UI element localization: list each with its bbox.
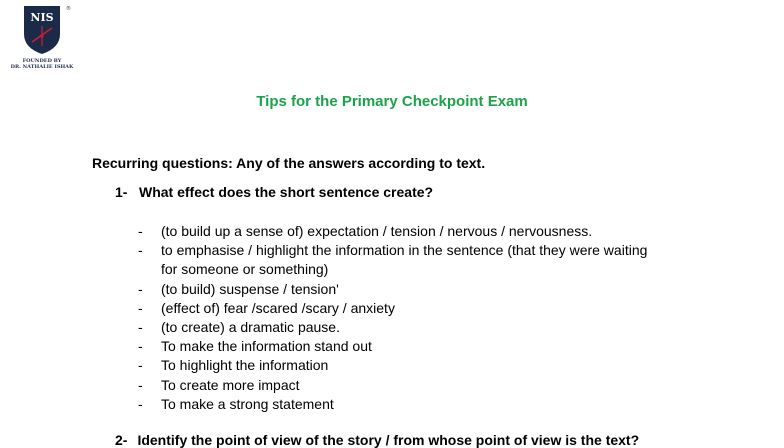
question-1-number: 1- [115,184,128,200]
list-dash: - [138,376,143,393]
logo-founded-line2: DR. NATHALIE ISHAK [10,64,74,70]
answer-text: To highlight the information [161,357,329,374]
answer-text: to emphasise / highlight the information in the sentence (that they were waiting for someone or something) [161,242,648,278]
answer-text: (to build up a sense of) expectation / tension / nervous / nervousness. [161,223,593,239]
question-2-text: Identify the point of view of the story / from whose point of view is the text? [137,432,640,448]
answer-text: (to create) a dramatic pause. [161,319,340,336]
question-2 [115,432,639,448]
answer-text: (effect of) fear /scared /scary / anxiety [161,299,395,316]
list-dash: - [138,223,143,239]
answer-text: To create more impact [161,376,300,393]
logo-founded-text [10,58,74,70]
list-dash: - [138,242,143,259]
answer-item [0,318,661,337]
question-1-text: What effect does the short sentence create? [139,184,434,200]
answer-text: To make a strong statement [161,395,334,412]
school-logo [10,4,74,74]
list-dash: - [138,319,143,336]
list-dash: - [138,280,143,297]
answer-text: (to build) suspense / tension' [161,280,339,297]
logo-initials: NIS [30,11,54,24]
answer-item [0,299,661,318]
answer-item [0,395,661,414]
shield-emblem-icon [10,4,74,56]
logo-founded-line1: FOUNDED BY [22,58,62,64]
document-title: Tips for the Primary Checkpoint Exam [256,93,528,110]
list-dash: - [138,395,143,412]
list-dash: - [138,357,143,374]
list-dash: - [138,299,143,316]
registered-mark-icon: ® [66,6,71,12]
answer-item [0,337,661,356]
answer-item [0,376,661,395]
answer-item [0,356,661,375]
list-dash: - [138,338,143,355]
question-2-number: 2- [115,432,128,448]
intro-heading: Recurring questions: Any of the answers according to text. [92,155,486,171]
answer-item [0,222,661,241]
answer-text: To make the information stand out [161,338,372,355]
answer-list [0,222,784,414]
answer-item [0,241,661,279]
answer-item [0,280,661,299]
